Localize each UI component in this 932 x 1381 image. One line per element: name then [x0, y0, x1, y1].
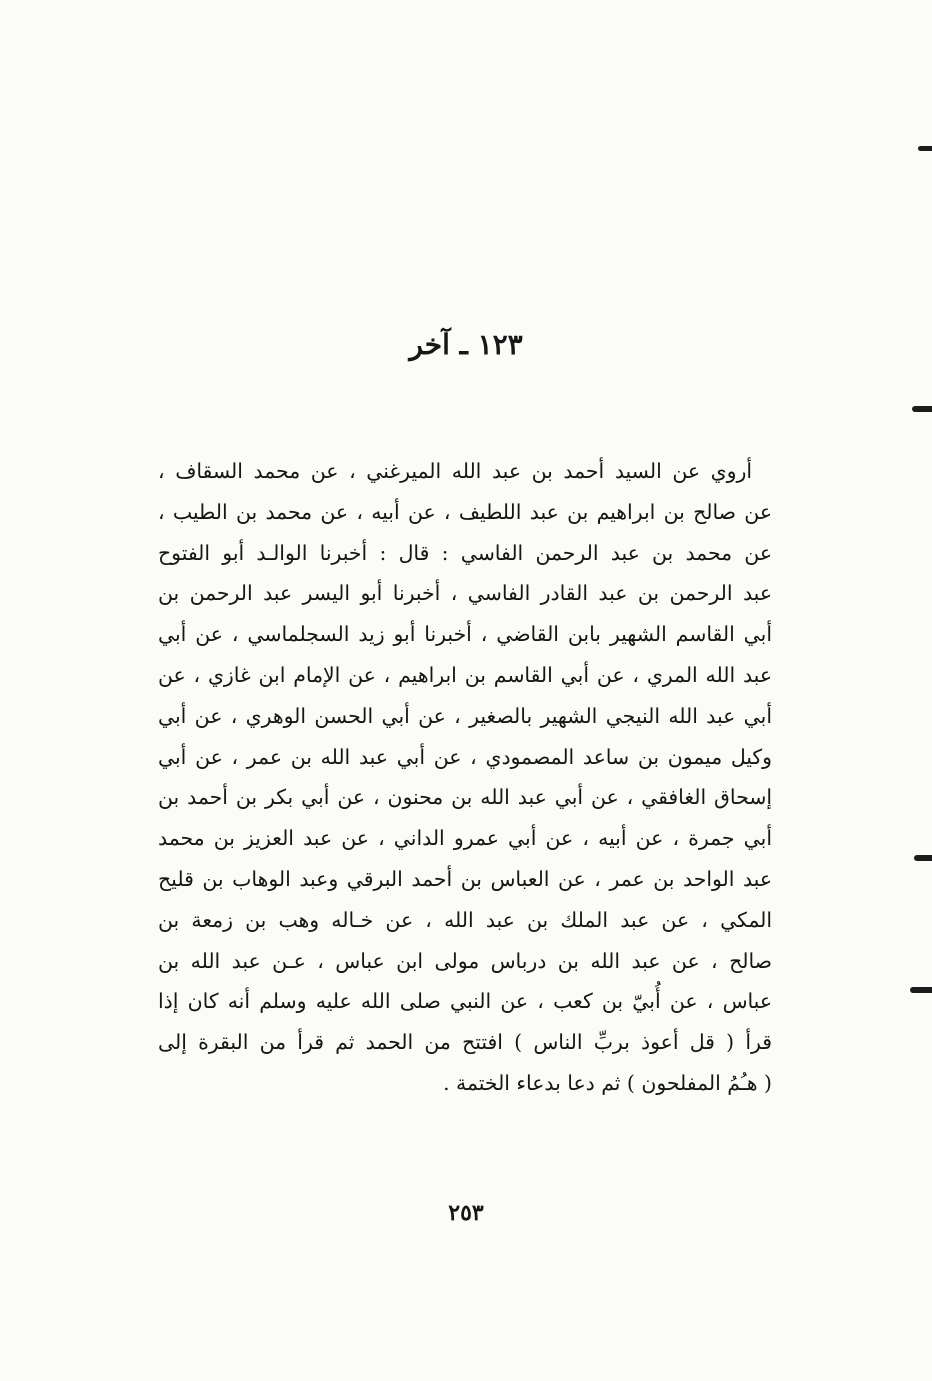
body-paragraph [158, 451, 772, 1104]
text-line: أبي القاسم الشهير بابن القاضي ، أخبرنا أبو زيد السجلماسي ، عن أبي [158, 622, 772, 647]
binding-edge-mark [910, 987, 932, 993]
page-number: ٢٥٣ [448, 1200, 484, 1226]
text-line: عبد الواحد بن عمر ، عن العباس بن أحمد البرقي وعبد الوهاب بن قليح [158, 866, 772, 891]
text-line: عباس ، عن أُبيّ بن كعب ، عن النبي صلى الله عليه وسلم أنه كان إذا [158, 989, 772, 1014]
text-line: صالح ، عن عبد الله بن درباس مولى ابن عباس ، عـن عبد الله بن [158, 948, 772, 973]
text-line: ( هـُمُ المفلحون ) ثم دعا بدعاء الختمة . [443, 1070, 772, 1095]
text-line: المكي ، عن عبد الملك بن عبد الله ، عن خـاله وهب بن زمعة بن [158, 907, 772, 932]
text-line: أروي عن السيد أحمد بن عبد الله الميرغني ، عن محمد السقاف ، [158, 459, 752, 483]
text-line: عن صالح بن ابراهيم بن عبد اللطيف ، عن أبيه ، عن محمد بن الطيب ، [158, 499, 772, 524]
binding-edge-mark [912, 406, 932, 412]
binding-edge-mark [918, 146, 932, 151]
text-line: أبي جمرة ، عن أبيه ، عن أبي عمرو الداني ، عن عبد العزيز بن محمد [158, 826, 772, 851]
text-line: قرأ ( قل أعوذ بربِّ الناس ) افتتح من الحمد ثم قرأ من البقرة إلى [158, 1030, 772, 1055]
text-line: وكيل ميمون بن ساعد المصمودي ، عن أبي عبد الله بن عمر ، عن أبي [158, 744, 772, 769]
text-line: أبي عبد الله النيجي الشهير بالصغير ، عن أبي الحسن الوهري ، عن أبي [158, 703, 772, 728]
text-line: عبد الله المري ، عن أبي القاسم بن ابراهيم ، عن الإمام ابن غازي ، عن [158, 662, 772, 687]
section-heading: ١٢٣ ـ آخر [409, 328, 523, 361]
text-line: عبد الرحمن بن عبد القادر الفاسي ، أخبرنا أبو اليسر عبد الرحمن بن [158, 581, 772, 606]
text-line: إسحاق الغافقي ، عن أبي عبد الله بن محنون ، عن أبي بكر بن أحمد بن [158, 785, 772, 810]
binding-edge-mark [914, 855, 932, 861]
text-line: عن محمد بن عبد الرحمن الفاسي : قال : أخبرنا الوالـد أبو الفتوح [158, 540, 772, 565]
